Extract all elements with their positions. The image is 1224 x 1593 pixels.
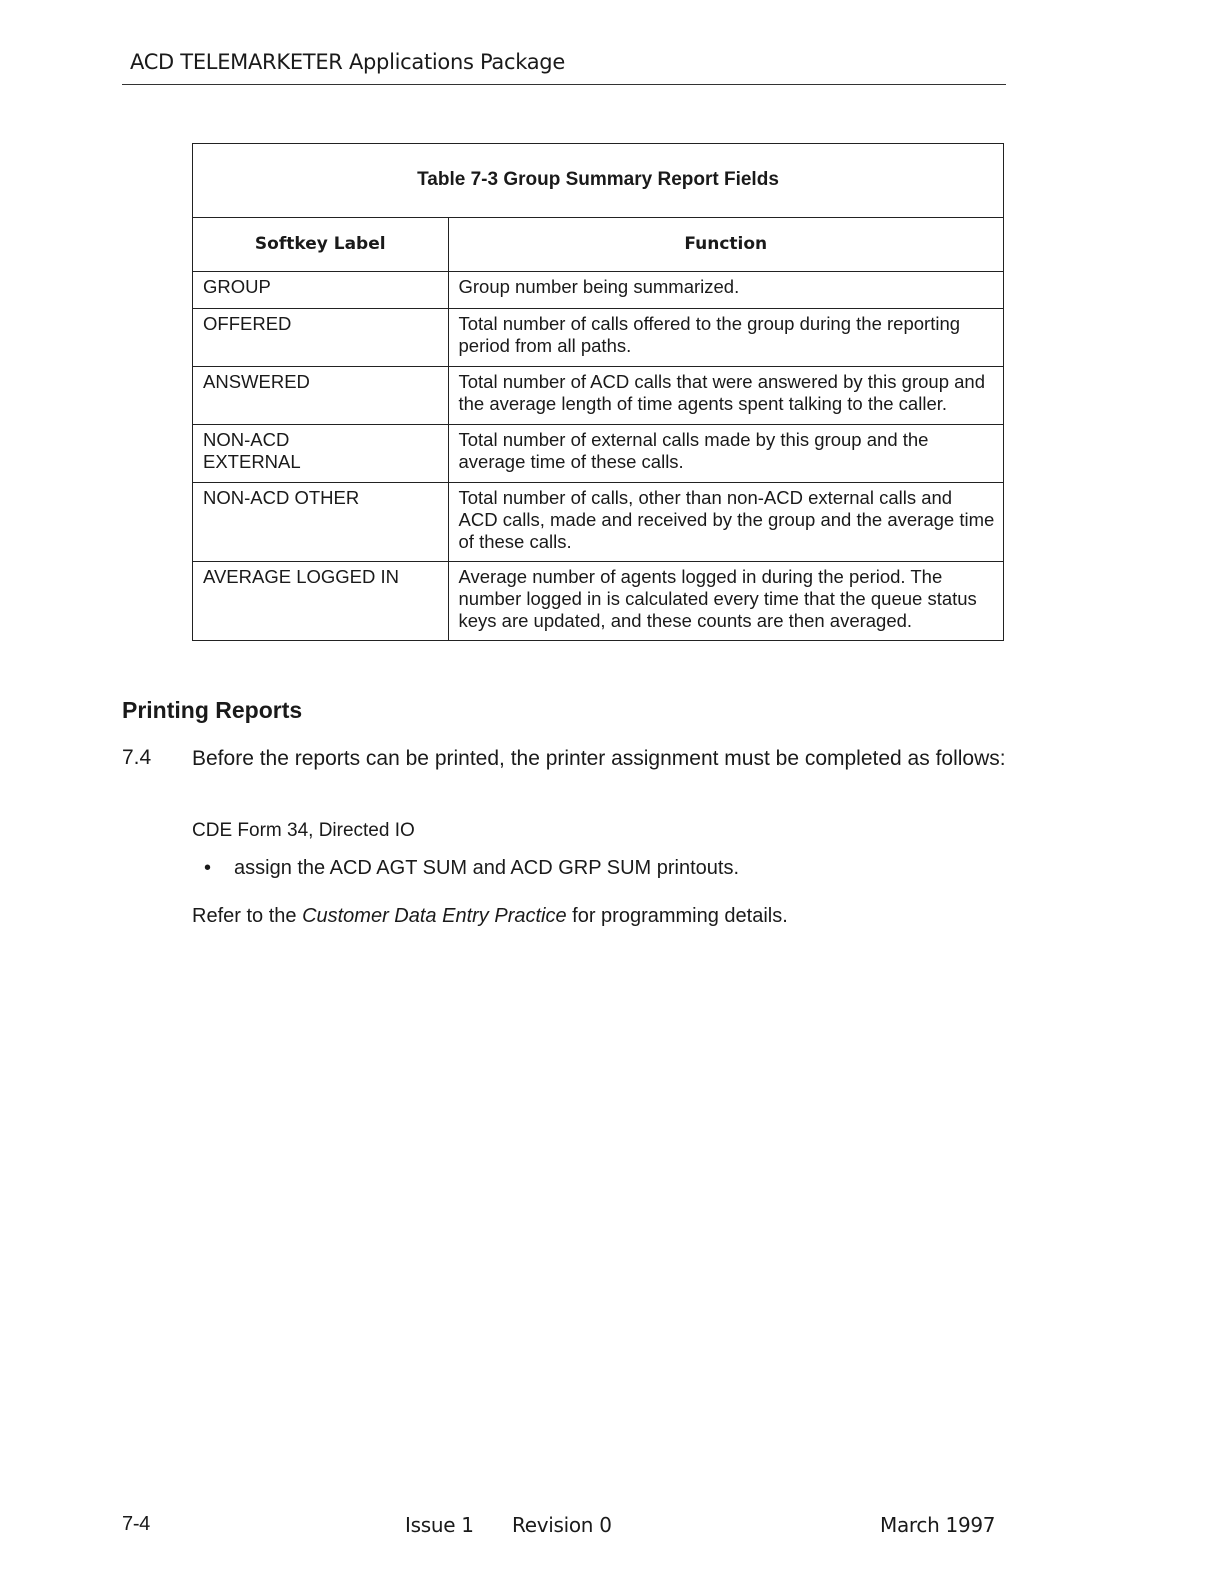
paragraph-number: 7.4 (122, 746, 152, 769)
running-header: ACD TELEMARKETER Applications Package (130, 50, 565, 74)
table-header-row (193, 218, 1003, 271)
refer-suffix: for programming details. (566, 905, 788, 927)
bullet-item (192, 857, 739, 880)
bullet-text: assign the ACD AGT SUM and ACD GRP SUM printouts. (234, 857, 740, 879)
table-row (193, 271, 1003, 308)
table-row (193, 561, 1003, 640)
fields-table (193, 218, 1003, 640)
table-row (193, 424, 1003, 482)
function-cell: Average number of agents logged in during the period. The number logged in is calculated every time that the queue status keys are updated, and these counts are then averaged. (448, 561, 1003, 640)
column-header-function: Function (448, 218, 1003, 271)
function-cell: Group number being summarized. (448, 271, 1003, 308)
practice-title: Customer Data Entry Practice (302, 905, 567, 927)
revision-label: Revision 0 (512, 1513, 612, 1537)
paragraph-text: Before the reports can be printed, the printer assignment must be completed as follows: (192, 747, 1006, 770)
page-number: 7-4 (122, 1513, 151, 1535)
header-rule (122, 84, 1006, 85)
function-cell: Total number of external calls made by this group and the average time of these calls. (448, 424, 1003, 482)
publication-date: March 1997 (880, 1513, 996, 1537)
softkey-label-cell: GROUP (193, 271, 448, 308)
group-summary-table (192, 143, 1004, 641)
table-row (193, 366, 1003, 424)
function-cell: Total number of calls, other than non-ACD external calls and ACD calls, made and received by the group and the average time of these calls. (448, 482, 1003, 561)
function-cell: Total number of ACD calls that were answered by this group and the average length of time agents spent talking to the caller. (448, 366, 1003, 424)
form-reference: CDE Form 34, Directed IO (192, 820, 415, 841)
column-header-softkey-label: Softkey Label (254, 234, 386, 255)
refer-prefix: Refer to the (192, 905, 303, 927)
table-row (193, 308, 1003, 366)
table-row (193, 482, 1003, 561)
softkey-label-cell: NON-ACD EXTERNAL (193, 424, 448, 482)
softkey-label-cell: AVERAGE LOGGED IN (193, 561, 448, 640)
table-caption: Table 7-3 Group Summary Report Fields (193, 144, 1003, 218)
bullet-symbol: • (204, 857, 212, 879)
softkey-label-cell: OFFERED (193, 308, 448, 366)
softkey-label-cell: NON-ACD OTHER (193, 482, 448, 561)
refer-line (192, 905, 788, 928)
softkey-label-cell: ANSWERED (193, 366, 448, 424)
issue-label: Issue 1 (405, 1513, 474, 1537)
function-cell: Total number of calls offered to the group during the reporting period from all paths. (448, 308, 1003, 366)
section-heading: Printing Reports (122, 697, 303, 723)
